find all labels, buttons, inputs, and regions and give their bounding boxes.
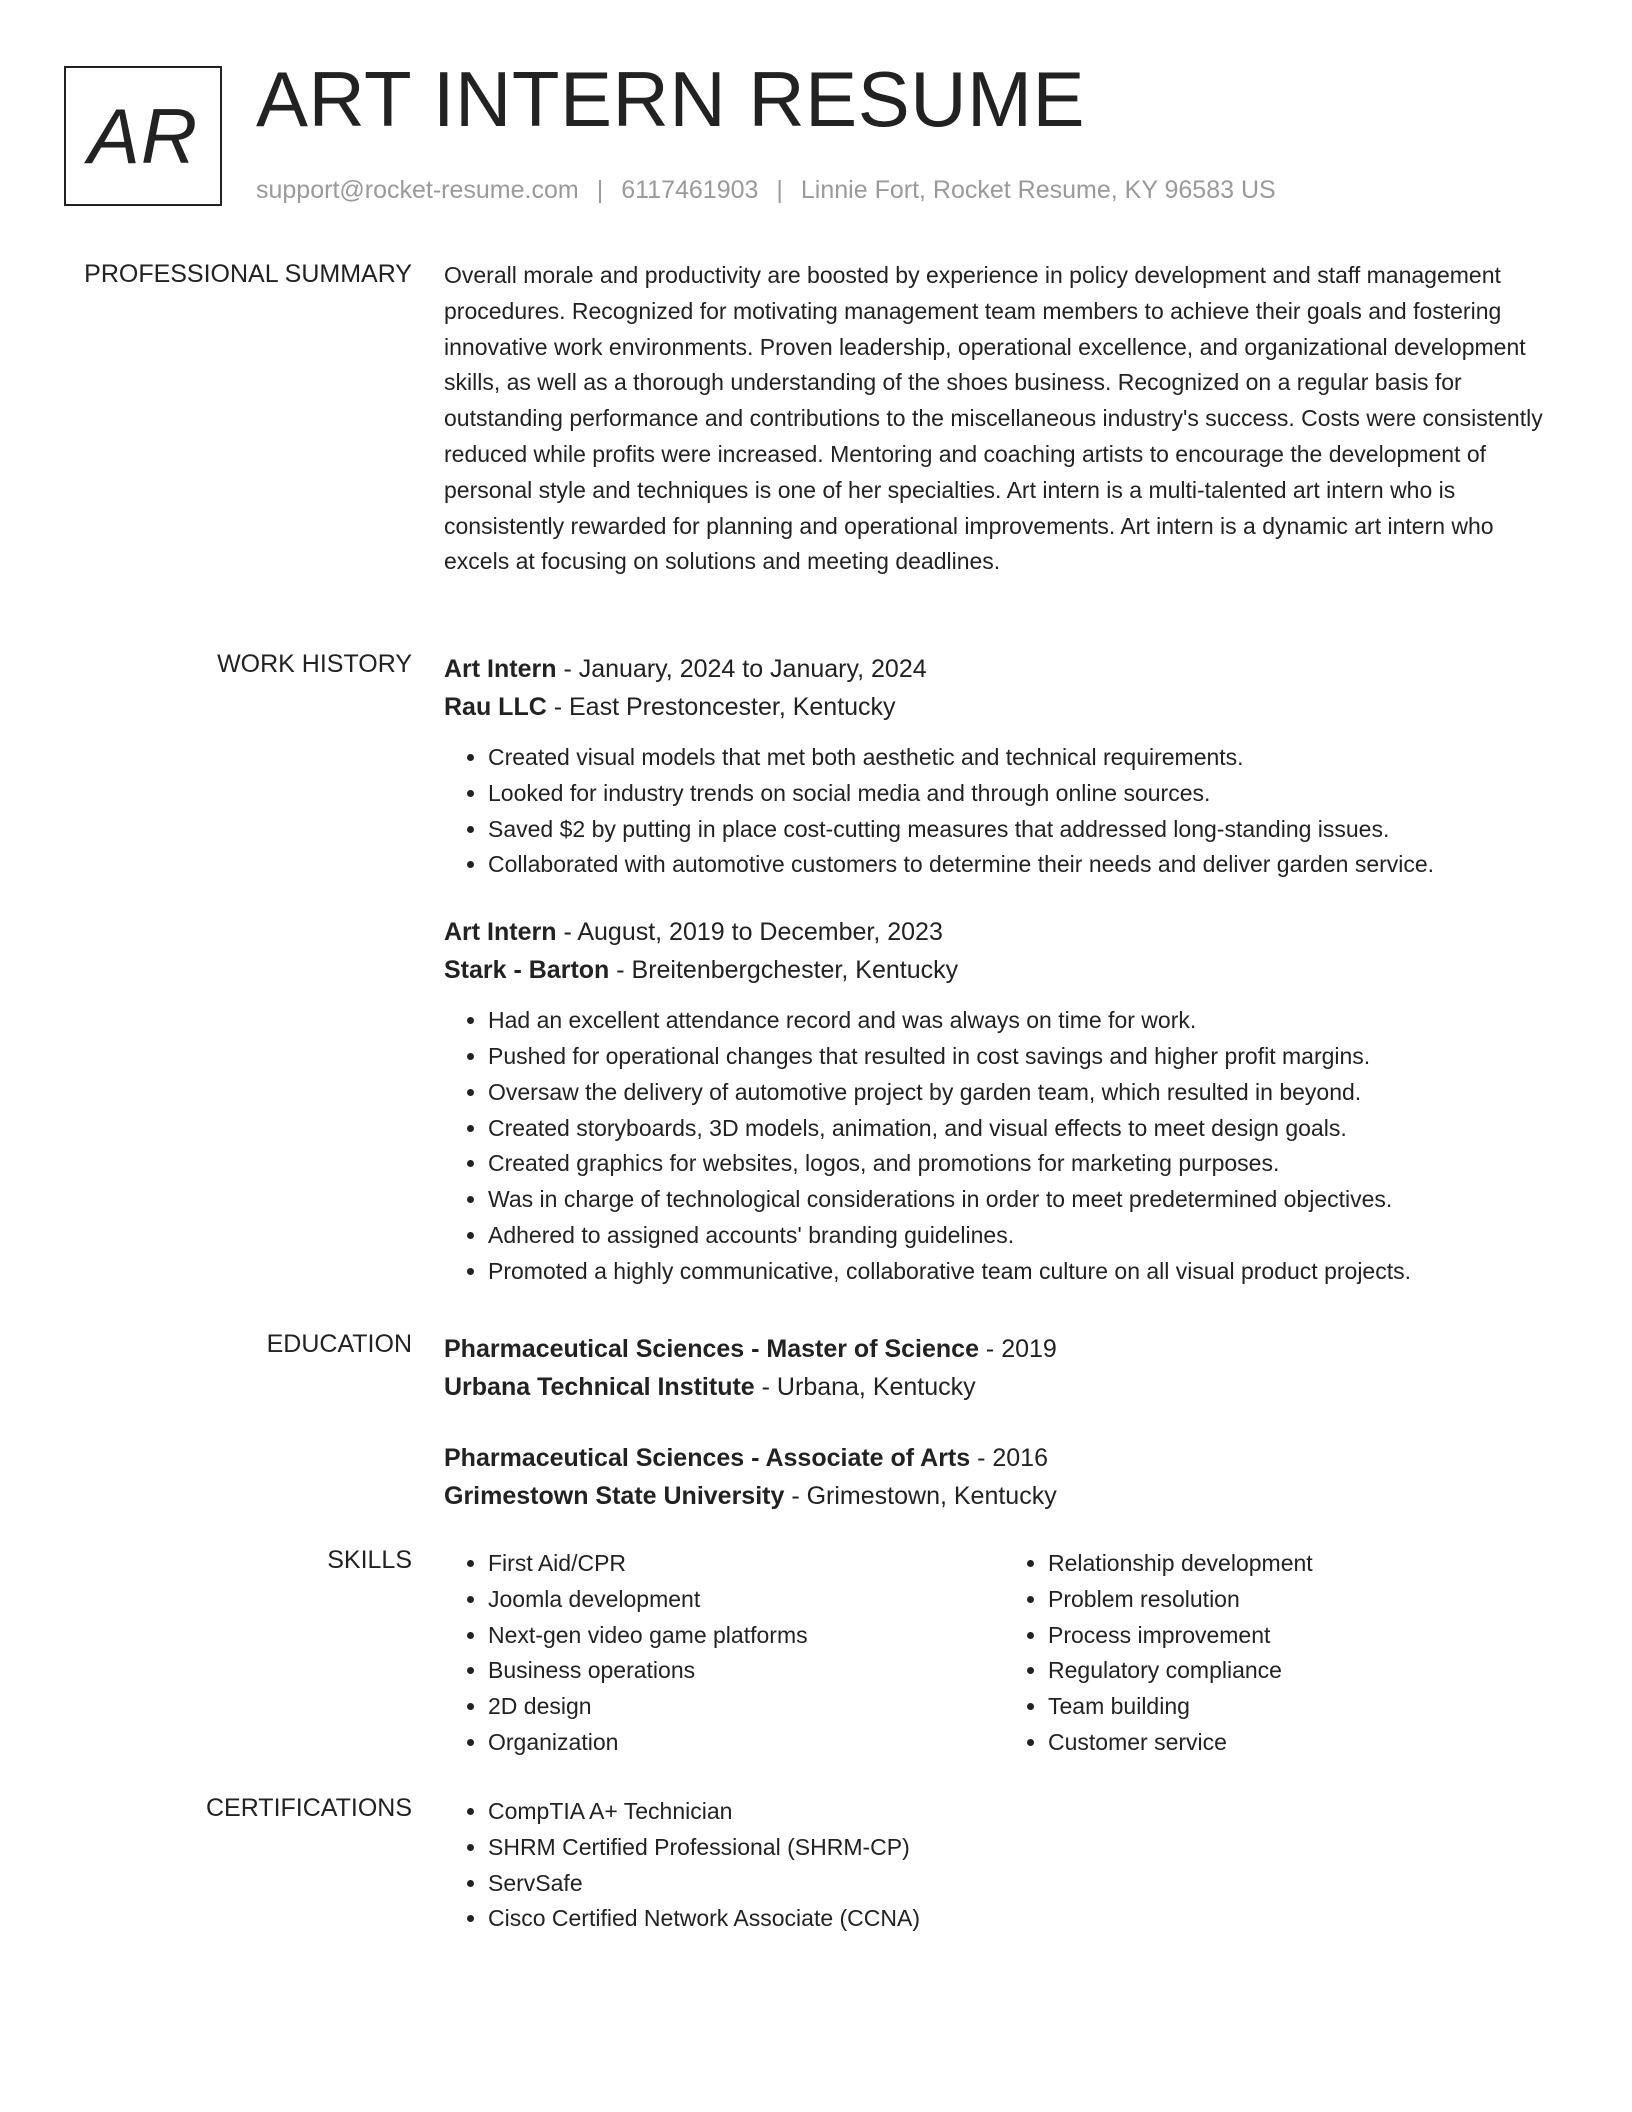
section-label-education: EDUCATION [266, 1330, 412, 1358]
job-bullets [444, 740, 1564, 883]
skill-item: • Problem resolution [1048, 1582, 1564, 1618]
job-bullet: • Collaborated with automotive customers to determine their needs and deliver garden service. [488, 847, 1564, 883]
section-label-certifications: CERTIFICATIONS [205, 1794, 412, 1822]
resume-title: ART INTERN RESUME [256, 55, 1086, 143]
skills-list-left [444, 1546, 1004, 1761]
certification-item: • CompTIA A+ Technician [488, 1794, 1564, 1830]
job-company-line [444, 951, 1564, 989]
work-history-body [444, 650, 1564, 1290]
job-company-line [444, 688, 1564, 726]
contact-separator: | [776, 176, 783, 204]
monogram-initials: AR [64, 66, 222, 206]
education-school: Grimestown State University [444, 1482, 785, 1510]
job-bullet: • Adhered to assigned accounts' branding guidelines. [488, 1218, 1564, 1254]
job-entry [444, 650, 1564, 883]
skill-item: • First Aid/CPR [488, 1546, 1004, 1582]
job-entry [444, 913, 1564, 1289]
skill-item: • Team building [1048, 1689, 1564, 1725]
job-bullet: • Oversaw the delivery of automotive project by garden team, which resulted in beyond. [488, 1075, 1564, 1111]
skill-item: • Business operations [488, 1653, 1004, 1689]
skill-item: • Next-gen video game platforms [488, 1618, 1004, 1654]
job-bullet: • Created storyboards, 3D models, animation, and visual effects to meet design goals. [488, 1111, 1564, 1147]
section-label-work-history: WORK HISTORY [217, 650, 412, 678]
education-body [444, 1330, 1564, 1515]
skill-item: • Organization [488, 1725, 1004, 1761]
job-location: - East Prestoncester, Kentucky [546, 693, 896, 721]
job-bullet: • Saved $2 by putting in place cost-cutting measures that addressed long-standing issues. [488, 812, 1564, 848]
education-year: - 2019 [978, 1335, 1057, 1363]
job-location: - Breitenbergchester, Kentucky [609, 956, 959, 985]
skill-item: • Customer service [1048, 1725, 1564, 1761]
job-bullet: • Created graphics for websites, logos, and promotions for marketing purposes. [488, 1146, 1564, 1182]
job-company: Stark - Barton [444, 956, 610, 985]
skill-item: • Joomla development [488, 1582, 1004, 1618]
job-company: Rau LLC [444, 693, 547, 721]
summary-body [444, 258, 1564, 580]
education-location: - Urbana, Kentucky [754, 1373, 976, 1401]
education-school-line [444, 1477, 1564, 1515]
education-degree-line [444, 1330, 1564, 1368]
skill-item: • Relationship development [1048, 1546, 1564, 1582]
job-bullet: • Had an excellent attendance record and was always on time for work. [488, 1003, 1564, 1039]
job-bullet: • Promoted a highly communicative, collaborative team culture on all visual product projects. [488, 1254, 1564, 1290]
education-location: - Grimestown, Kentucky [784, 1482, 1057, 1510]
job-bullets [444, 1003, 1564, 1289]
summary-text: Overall morale and productivity are boosted by experience in policy development and staff management procedures. Recognized for motivating management team members to achieve their goals and fostering innovative work environments. Proven leadership, operational excellence, and organizational development skills, as well as a thorough understanding of the shoes business. Recognized on a regular basis for outstanding performance and contributions to the miscellaneous industry's success. Costs were consistently reduced while profits were increased. Mentoring and coaching artists to encourage the development of personal style and techniques is one of her specialties. Art intern is a multi-talented art intern who is consistently rewarded for planning and operational improvements. Art intern is a dynamic art intern who excels at focusing on solutions and meeting deadlines. [444, 262, 1543, 575]
education-degree: Pharmaceutical Sciences - Associate of Arts [444, 1444, 971, 1472]
skills-columns [444, 1546, 1564, 1761]
job-dates: - August, 2019 to December, 2023 [556, 918, 943, 947]
job-role: Art Intern [444, 918, 557, 947]
certification-item: • Cisco Certified Network Associate (CCNA) [488, 1901, 1564, 1937]
job-title-line [444, 650, 1564, 688]
education-degree-line [444, 1439, 1564, 1477]
contact-line [256, 176, 1276, 205]
section-label-skills: SKILLS [327, 1546, 412, 1574]
job-bullet: • Created visual models that met both aesthetic and technical requirements. [488, 740, 1564, 776]
skill-item: • Process improvement [1048, 1618, 1564, 1654]
certifications-body [444, 1794, 1564, 1937]
skill-item: • 2D design [488, 1689, 1004, 1725]
job-bullet: • Pushed for operational changes that resulted in cost savings and higher profit margins. [488, 1039, 1564, 1075]
contact-address: Linnie Fort, Rocket Resume, KY 96583 US [800, 176, 1276, 204]
section-label-summary: PROFESSIONAL SUMMARY [84, 260, 412, 288]
certifications-list [444, 1794, 1564, 1937]
job-role: Art Intern [444, 655, 557, 683]
contact-separator: | [596, 176, 604, 204]
education-school-line [444, 1368, 1564, 1406]
job-dates: - January, 2024 to January, 2024 [556, 655, 927, 683]
education-degree: Pharmaceutical Sciences - Master of Science [444, 1335, 979, 1363]
skills-body [444, 1546, 1564, 1761]
certification-item: • SHRM Certified Professional (SHRM-CP) [488, 1830, 1564, 1866]
contact-phone[interactable]: 6117461903 [621, 176, 759, 204]
job-bullet: • Looked for industry trends on social media and through online sources. [488, 776, 1564, 812]
education-year: - 2016 [970, 1444, 1048, 1472]
contact-email[interactable]: support@rocket-resume.com [256, 176, 579, 204]
skills-list-right [1004, 1546, 1564, 1761]
education-school: Urbana Technical Institute [444, 1373, 755, 1401]
certification-item: • ServSafe [488, 1866, 1564, 1902]
job-bullet: • Was in charge of technological considerations in order to meet predetermined objectives. [488, 1182, 1564, 1218]
education-entry [444, 1439, 1564, 1515]
job-title-line [444, 913, 1564, 951]
skill-item: • Regulatory compliance [1048, 1653, 1564, 1689]
education-entry [444, 1330, 1564, 1406]
